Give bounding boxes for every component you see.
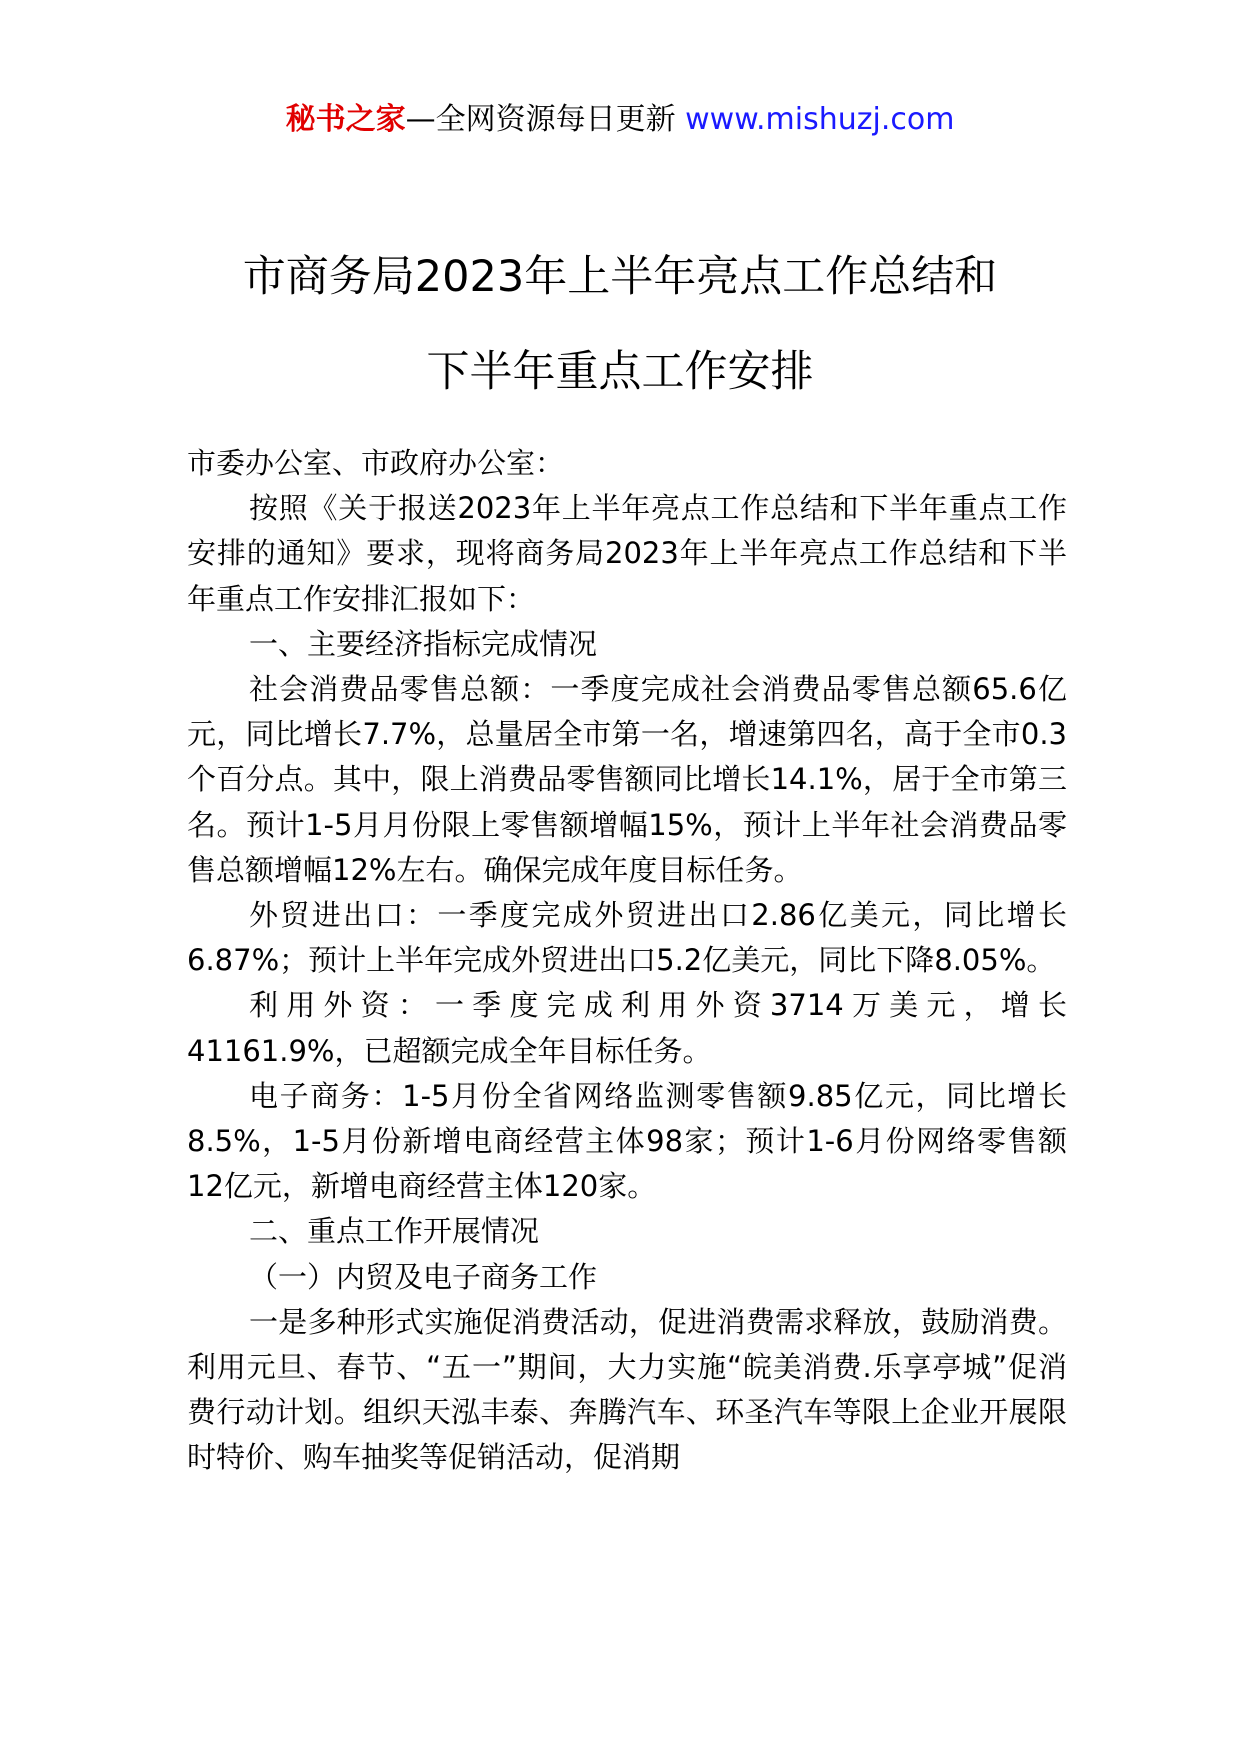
- document-title: [0, 230, 1240, 420]
- title-line-2: 下半年重点工作安排: [426, 347, 814, 397]
- ecommerce-paragraph: 电子商务：1-5月份全省网络监测零售额9.85亿元，同比增长8.5%，1-5月份新增电商经营主体98家；预计1-6月份网络零售额12亿元，新增电商经营主体120家。: [187, 1078, 1067, 1204]
- intro-paragraph: 按照《关于报送2023年上半年亮点工作总结和下半年重点工作安排的通知》要求，现将商务局2023年上半年亮点工作总结和下半年重点工作安排汇报如下：: [187, 491, 1067, 616]
- header-tagline: —全网资源每日更新: [405, 102, 686, 137]
- section-heading-2: 二、重点工作开展情况: [249, 1214, 540, 1249]
- consumption-paragraph: 一是多种形式实施促消费活动，促进消费需求释放，鼓励消费。利用元旦、春节、“五一”期间，大力实施“皖美消费.乐享亭城”促消费行动计划。组织天泓丰泰、奔腾汽车、环圣汽车等限上企业开展限时特价、购车抽奖等促销活动，促消期: [187, 1304, 1067, 1475]
- header-url-link[interactable]: www.mishuzj.com: [685, 102, 955, 137]
- foreign-trade-paragraph: 外贸进出口：一季度完成外贸进出口2.86亿美元，同比增长6.87%；预计上半年完成外贸进出口5.2亿美元，同比下降8.05%。: [187, 898, 1067, 978]
- section-heading-1: 一、主要经济指标完成情况: [249, 626, 598, 661]
- document-body: [187, 441, 1067, 1481]
- header-brand: 秘书之家: [285, 102, 406, 137]
- title-line-1: 市商务局2023年上半年亮点工作总结和: [242, 252, 998, 302]
- site-header: [0, 100, 1240, 140]
- retail-sales-paragraph: 社会消费品零售总额：一季度完成社会消费品零售总额65.6亿元，同比增长7.7%，总量居全市第一名，增速第四名，高于全市0.3个百分点。其中，限上消费品零售额同比增长14.1%，居于全市第三名。预计1-5月月份限上零售额增幅15%，预计上半年社会消费品零售总额增幅12%左右。确保完成年度目标任务。: [187, 672, 1067, 887]
- subsection-heading-1: （一）内贸及电子商务工作: [249, 1259, 598, 1294]
- foreign-investment-paragraph: 利用外资：一季度完成利用外资3714万美元，增长41161.9%，已超额完成全年目标任务。: [187, 988, 1067, 1068]
- salutation: 市委办公室、市政府办公室：: [187, 446, 565, 480]
